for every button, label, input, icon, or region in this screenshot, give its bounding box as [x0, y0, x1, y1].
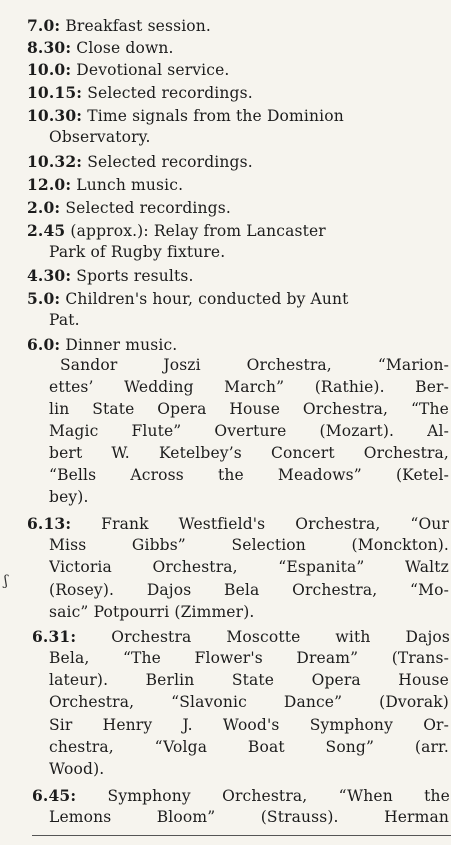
entry-0613-body-line: Miss Gibbs” Selection (Monckton). [49, 536, 449, 554]
entry-0245-continuation: Park of Rugby fixture. [49, 243, 226, 261]
entry-0600-body-line: Sandor Joszi Orchestra, “Marion- [60, 356, 449, 374]
entry-0430: 4.30: Sports results. [27, 266, 194, 285]
entry-0200: 2.0: Selected recordings. [27, 198, 231, 217]
entry-0600: 6.0: Dinner music. [27, 335, 178, 354]
entry-0500: 5.0: Children's hour, conducted by Aunt [27, 289, 349, 308]
entry-0613-body-line: (Rosey). Dajos Bela Orchestra, “Mo- [49, 581, 449, 599]
entry-0631: 6.31: Orchestra Moscotte with Dajos [32, 627, 450, 646]
entry-0245: 2.45 (approx.): Relay from Lancaster [27, 221, 326, 240]
entry-0700: 7.0: Breakfast session. [27, 16, 212, 35]
entry-0631-body-line: chestra, “Volga Boat Song” (arr. [49, 738, 449, 756]
entry-1030-continuation: Observatory. [49, 128, 151, 146]
entry-1200: 12.0: Lunch music. [27, 175, 184, 194]
entry-0631-body-line: Orchestra, “Slavonic Dance” (Dvorak) [49, 693, 449, 711]
entry-0613-body-line: saic” Potpourri (Zimmer). [49, 603, 255, 621]
entry-0631-body-line: Sir Henry J. Wood's Symphony Or- [49, 716, 449, 734]
entry-0600-body-line: lin State Opera House Orchestra, “The [49, 400, 449, 418]
entry-0613: 6.13: Frank Westfield's Orchestra, “Our [27, 514, 449, 533]
entry-1000: 10.0: Devotional service. [27, 60, 230, 79]
entry-0631-body-line: Bela, “The Flower's Dream” (Trans- [49, 649, 449, 667]
entry-0600-body-line: bey). [49, 488, 89, 506]
entry-0600-body-line: ettes’ Wedding March” (Rathie). Ber- [49, 378, 449, 396]
entry-0600-body-line: bert W. Ketelbey’s Concert Orchestra, [49, 444, 449, 462]
print-speck: ʃ [4, 573, 8, 589]
entry-1030: 10.30: Time signals from the Dominion [27, 106, 344, 125]
entry-0600-body-line: “Bells Across the Meadows” (Ketel- [49, 466, 449, 484]
entry-0613-body-line: Victoria Orchestra, “Espanita” Waltz [49, 558, 449, 576]
entry-0500-continuation: Pat. [49, 311, 80, 329]
entry-0631-body-line: Wood). [49, 760, 105, 778]
entry-0645: 6.45: Symphony Orchestra, “When the [32, 786, 450, 805]
column-rule [32, 835, 451, 836]
entry-0600-body-line: Magic Flute” Overture (Mozart). Al- [49, 422, 449, 440]
entry-1015: 10.15: Selected recordings. [27, 83, 253, 102]
entry-1032: 10.32: Selected recordings. [27, 152, 253, 171]
entry-0645-body-line: Lemons Bloom” (Strauss). Herman [49, 808, 449, 826]
entry-0631-body-line: lateur). Berlin State Opera House [49, 671, 449, 689]
entry-0830: 8.30: Close down. [27, 38, 174, 57]
